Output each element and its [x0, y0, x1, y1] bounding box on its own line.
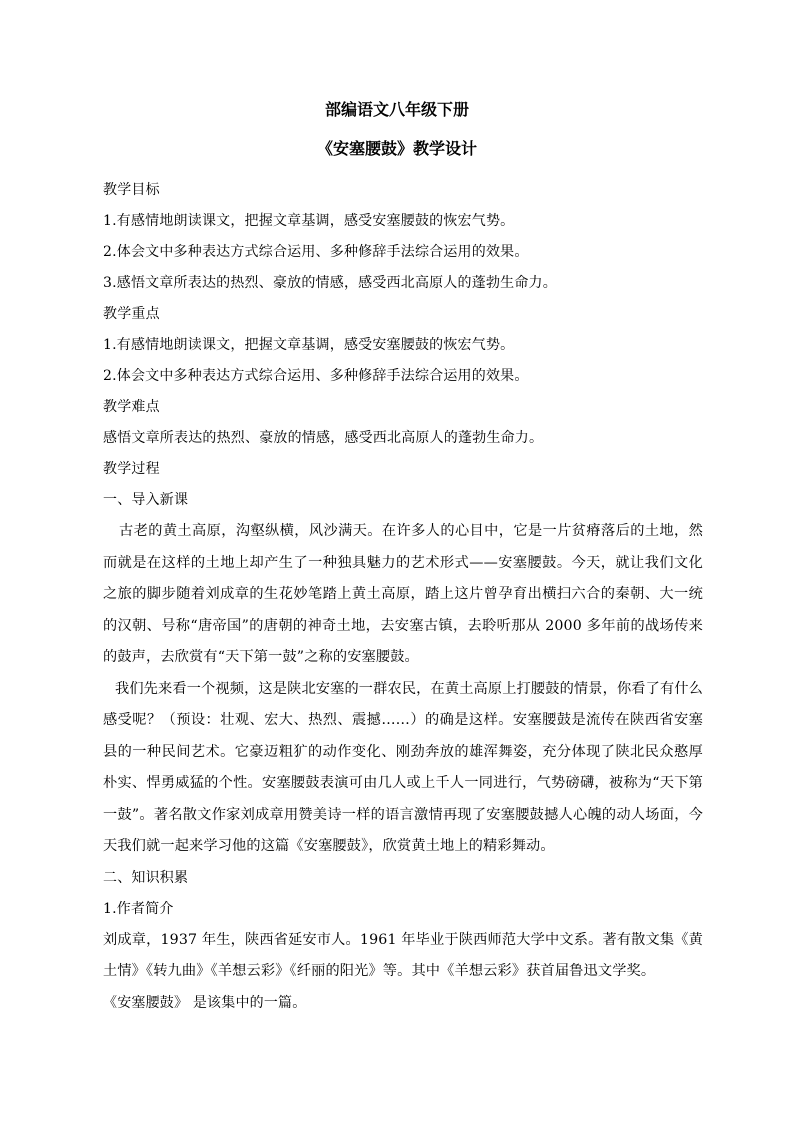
- document-subtitle: 《安塞腰鼓》教学设计: [316, 139, 477, 158]
- difficulties-text: 感悟文章所表达的热烈、豪放的情感，感受西北高原人的蓬勃生命力。: [103, 430, 544, 446]
- paragraph-author: 刘成章，1937 年生，陕西省延安市人。1961 年毕业于陕西师范大学中文系。著有散文集《黄土情》《转九曲》《羊想云彩》《纤丽的阳光》等。其中《羊想云彩》获首届鲁迅文学奖。: [103, 931, 703, 979]
- document-body: [103, 175, 703, 1019]
- goal-item-3: 3.感悟文章所表达的热烈、豪放的情感，感受西北高原人的蓬勃生命力。: [103, 275, 557, 291]
- difficulties-heading: 教学难点: [103, 399, 160, 415]
- goals-heading: 教学目标: [103, 182, 160, 198]
- paragraph-video: 我们先来看一个视频，这是陕北安塞的一群农民，在黄土高原上打腰鼓的情景，你看了有什么感受呢？（预设：壮观、宏大、热烈、震撼……）的确是这样。安塞腰鼓是流传在陕西省安塞县的一种民间艺术。它豪迈粗犷的动作变化、刚劲奔放的雄浑舞姿，充分体现了陕北民众憨厚朴实、悍勇威猛的个性。安塞腰鼓表演可由几人或上千人一同进行，气势磅礴，被称为“天下第一鼓”。著名散文作家刘成章用赞美诗一样的语言激情再现了安塞腰鼓撼人心魄的动人场面，今天我们就一起来学习他的这篇《安塞腰鼓》，欣赏黄土地上的精彩舞动。: [103, 680, 703, 854]
- key-point-item-1: 1.有感情地朗读课文，把握文章基调，感受安塞腰鼓的恢宏气势。: [103, 337, 515, 353]
- author-intro-heading: 1.作者简介: [103, 900, 174, 917]
- key-point-item-2: 2.体会文中多种表达方式综合运用、多种修辞手法综合运用的效果。: [103, 368, 529, 384]
- key-points-heading: 教学重点: [103, 306, 160, 322]
- process-heading: 教学过程: [103, 461, 160, 477]
- section-1-heading: 一、导入新课: [103, 492, 189, 508]
- section-2-heading: 二、知识积累: [103, 869, 189, 886]
- document-title: 部编语文八年级下册: [324, 100, 469, 119]
- goal-item-2: 2.体会文中多种表达方式综合运用、多种修辞手法综合运用的效果。: [103, 244, 529, 260]
- paragraph-collection-note: 《安塞腰鼓》 是该集中的一篇。: [103, 994, 307, 1011]
- goal-item-1: 1.有感情地朗读课文，把握文章基调，感受安塞腰鼓的恢宏气势。: [103, 213, 515, 229]
- paragraph-intro: 古老的黄土高原，沟壑纵横，风沙满天。在许多人的心目中，它是一片贫瘠落后的土地，然而就是在这样的土地上却产生了一种独具魅力的艺术形式——安塞腰鼓。今天，就让我们文化之旅的脚步随着刘成章的生花妙笔踏上黄土高原，踏上这片曾孕育出横扫六合的秦朝、大一统的汉朝、号称“唐帝国”的唐朝的神奇土地，去安塞古镇，去聆听那从 2000 多年前的战场传来的鼓声，去欣赏有“天下第一鼓”之称的安塞腰鼓。: [103, 523, 703, 665]
